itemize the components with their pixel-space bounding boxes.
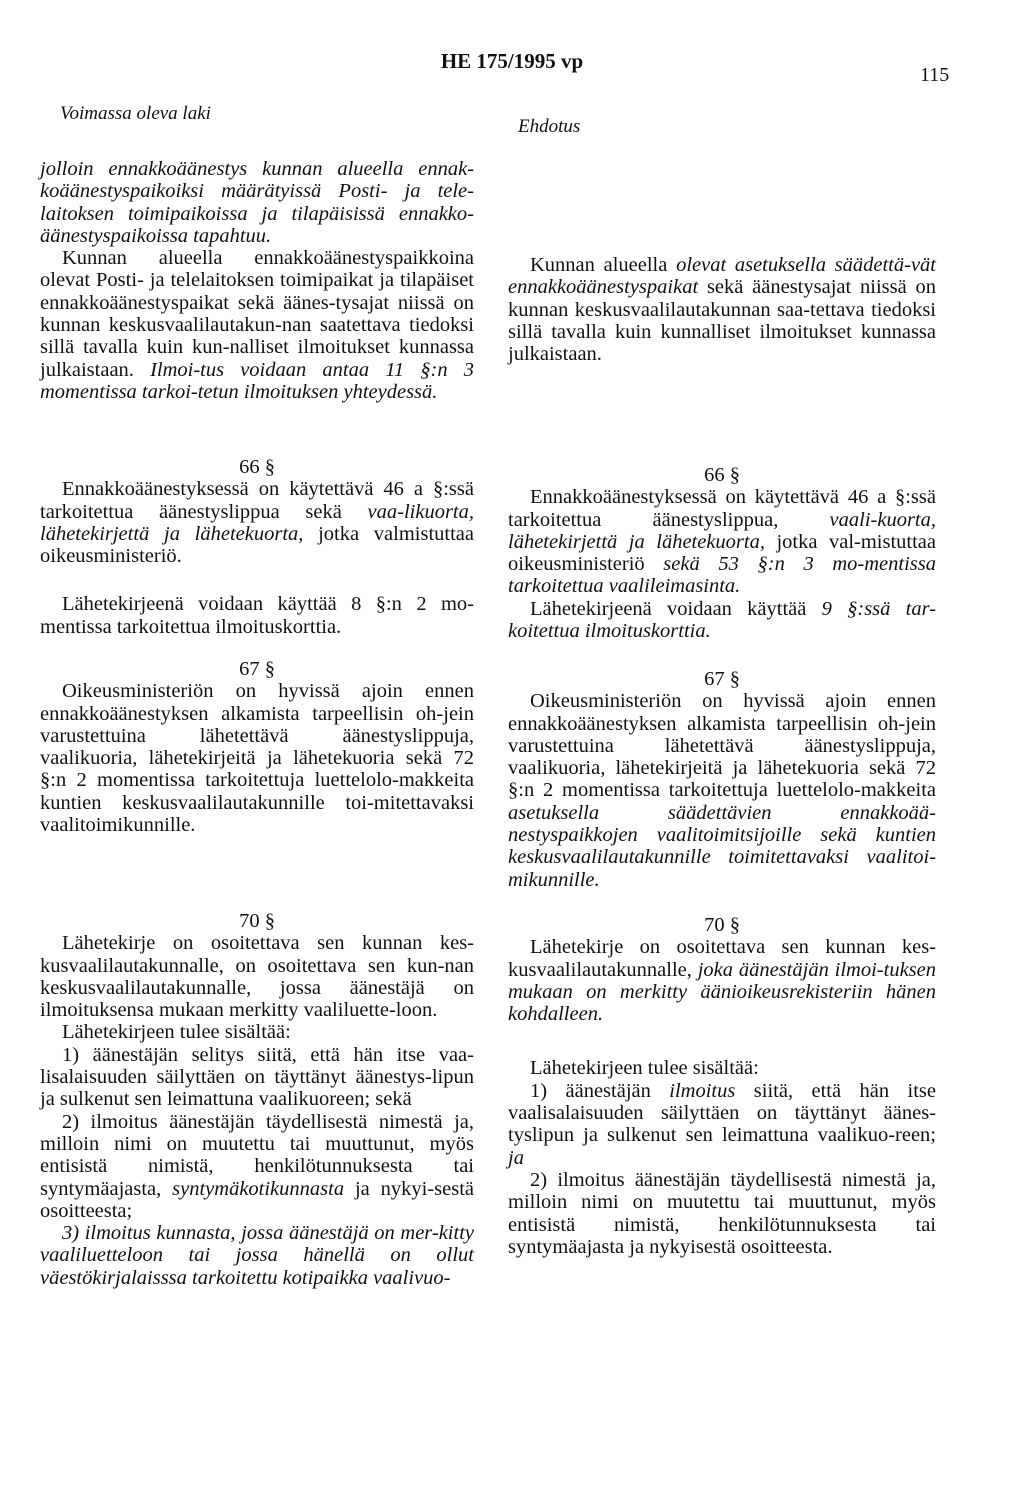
right-s70-paragraph-1 [508,936,936,1025]
left-section-70 [40,910,474,1289]
left-b1-text: Kunnan alueella ennakkoäänestyspaikkoina olevat Posti- ja telelaitoksen toimipaikat ja tilapäiset ennakkoäänestyspaikat sekä äänes-tysajat niissä on kunnan keskusvaalilautakun-nan saatettava tiedoksi sillä tavalla kuin kun-nalliset ilmoitukset kunnassa julkaistaan. [40,247,474,381]
right-section-70-heading: 70 § [704,914,740,936]
right-section-67 [508,668,936,891]
left-b1-italic: jolloin ennakkoäänestys kunnan alueella ennak-koäänestyspaikoiksi määrätyissä Posti- ja tele-laitoksen toimipaikoissa ja tilapäisissä ennakko-äänestyspaikoissa tapahtuu. [40,158,474,247]
left-s70-paragraph-2: Lähetekirjeen tulee sisältää: [62,1021,291,1044]
right-s70-text: Lähetekirje on osoitettava sen kunnan kes-kusvaalilautakunnalle, [508,936,936,981]
right-s70-p3-text-2: siitä, että hän itse vaalisalaisuuden säilyttäen on täyttänyt äänes-tyslipun ja sulkenut sen leimattuna vaalikuo-reen; [508,1079,936,1147]
right-s70-p3-italic-2: ja [508,1146,524,1169]
right-block-1 [508,254,936,365]
right-s67-paragraph-1 [508,690,936,891]
right-s70-p3-text-1: 1) äänestäjän [530,1079,670,1102]
left-s66-text-1: Ennakkoäänestyksessä on käytettävä 46 a §:ssä tarkoitettua äänestyslippua sekä [40,478,474,523]
page-number: 115 [920,64,950,86]
right-s70-p3-italic-1: ilmoitus [669,1079,736,1102]
left-s70-paragraph-3: 1) äänestäjän selitys siitä, että hän itse vaa-lisalaisuuden säilyttäen on täyttänyt äänestys-lipun ja sulkenut sen leimattuna vaalikuoreen; sekä [40,1043,474,1111]
left-s66-paragraph-1 [40,478,474,567]
right-s66-text-2: jotka val-mistuttaa oikeusministeriö [508,530,936,576]
left-s70-p4-text-2: ja nykyi-sestä osoitteesta; [40,1177,474,1222]
right-s66-paragraph-1 [508,486,936,597]
right-s70-paragraph-4: 2) ilmoitus äänestäjän täydellisestä nimestä ja, milloin nimi on muutettu tai muuttunut, myös entisistä nimistä, henkilötunnuksesta tai syntymäajasta ja nykyisestä osoitteesta. [508,1168,936,1258]
left-section-67 [40,658,474,836]
left-s70-paragraph-4 [40,1111,474,1222]
left-section-70-heading: 70 § [239,910,275,932]
left-s67-paragraph-1: Oikeusministeriön on hyvissä ajoin ennen ennakkoäänestyksen alkamista tarpeellisin oh-jein varustettuina lähetettävä äänestyslippuja, vaalikuoria, lähetekirjeitä ja lähetekuoria sekä 72 §:n 2 momentissa tarkoitettuja luettelolo-makkeita kuntien keskusvaalilautakunnille toi-mitettavaksi vaalitoimikunnille. [40,680,474,837]
left-section-67-heading: 67 § [239,658,275,680]
right-section-66 [508,464,936,642]
left-s66-italic: vaa-likuorta, lähetekirjettä ja lähetekuorta, [40,500,474,545]
right-s70-paragraph-3 [508,1080,936,1169]
right-s66-p2-italic: 9 §:ssä tar-koitettua ilmoituskorttia. [508,597,936,643]
right-s66-italic-1: vaali-kuorta, lähetekirjettä ja lähetekuorta, [508,508,936,553]
left-s70-paragraph-1: Lähetekirje on osoitettava sen kunnan kes-kusvaalilautakunnalle, on osoitettava sen kun-nan keskusvaalilautakunnalle, jossa äänestäjä on ilmoituksensa mukaan merkitty vaaliluette-loon. [40,932,474,1022]
right-s66-paragraph-2 [508,598,936,643]
right-s66-p2-text: Lähetekirjeenä voidaan käyttää [530,597,822,620]
left-block-1 [40,158,474,403]
left-s66-text-2: jotka valmistuttaa oikeusministeriö. [40,522,474,568]
right-section-70 [508,914,936,1258]
right-s70-italic: joka äänestäjän ilmoi-tuksen mukaan on merkitty äänioikeusrekisteriin hänen kohdalleen. [508,958,936,1026]
document-title: HE 175/1995 vp [440,49,584,73]
right-column-heading: Ehdotus [518,116,581,137]
left-section-66 [40,456,474,638]
left-column-heading: Voimassa oleva laki [60,103,211,124]
right-section-67-heading: 67 § [704,668,740,690]
left-b1-italic-2: Ilmoi-tus voidaan antaa 11 §:n 3 momentissa tarkoi-tetun ilmoituksen yhteydessä. [40,358,474,403]
right-b1-paragraph [508,254,936,365]
left-section-66-heading: 66 § [239,456,275,478]
right-s66-text-1: Ennakkoäänestyksessä on käytettävä 46 a §:ssä tarkoitettua äänestyslippua, [508,486,936,531]
left-s70-p4-text-1: 2) ilmoitus äänestäjän täydellisestä nimestä ja, milloin nimi on muutettu tai muuttunut, myös entisistä nimistä, henkilötunnuksesta tai syntymäajasta, [40,1110,474,1200]
left-s66-paragraph-2: Lähetekirjeenä voidaan käyttää 8 §:n 2 mo-mentissa tarkoitettua ilmoituskorttia. [40,593,474,638]
right-b1-text-1: Kunnan alueella [530,254,677,276]
left-s70-paragraph-5: 3) ilmoitus kunnasta, jossa äänestäjä on mer-kitty vaaliluetteloon tai jossa hänellä on ollut väestökirjalaisssa tarkoitettu kotipaikka vaalivuo- [40,1222,474,1289]
right-b1-text-2: sekä äänestysajat niissä on kunnan keskusvaalilautakunnan saa-tettava tiedoksi sillä tavalla kuin kunnalliset ilmoitukset kunnassa julkaistaan. [508,276,936,366]
right-s67-italic: asetuksella säädettävien ennakkoää-nestyspaikkojen vaalitoimitsijoille sekä kuntien keskusvaalilautakunnille toimitettavaksi vaalitoi-mikunnille. [508,801,936,891]
left-s70-p4-italic: syntymäkotikunnasta [172,1177,345,1200]
left-b1-paragraph [40,247,474,403]
right-section-66-heading: 66 § [704,464,740,486]
right-s67-text: Oikeusministeriön on hyvissä ajoin ennen ennakkoäänestyksen alkamista tarpeellisin oh-jein varustettuina lähetettävä äänestyslippuja, vaalikuoria, lähetekirjeitä ja lähetekuoria sekä 72 §:n 2 momentissa tarkoitettuja luettelolo-makkeita [508,690,936,802]
right-b1-italic: olevat asetuksella säädettä-vät ennakkoäänestyspaikat [508,254,936,299]
right-s70-paragraph-2: Lähetekirjeen tulee sisältää: [530,1057,759,1080]
right-s66-italic-2: sekä 53 §:n 3 mo-mentissa tarkoitettua vaalileimasinta. [508,553,936,598]
